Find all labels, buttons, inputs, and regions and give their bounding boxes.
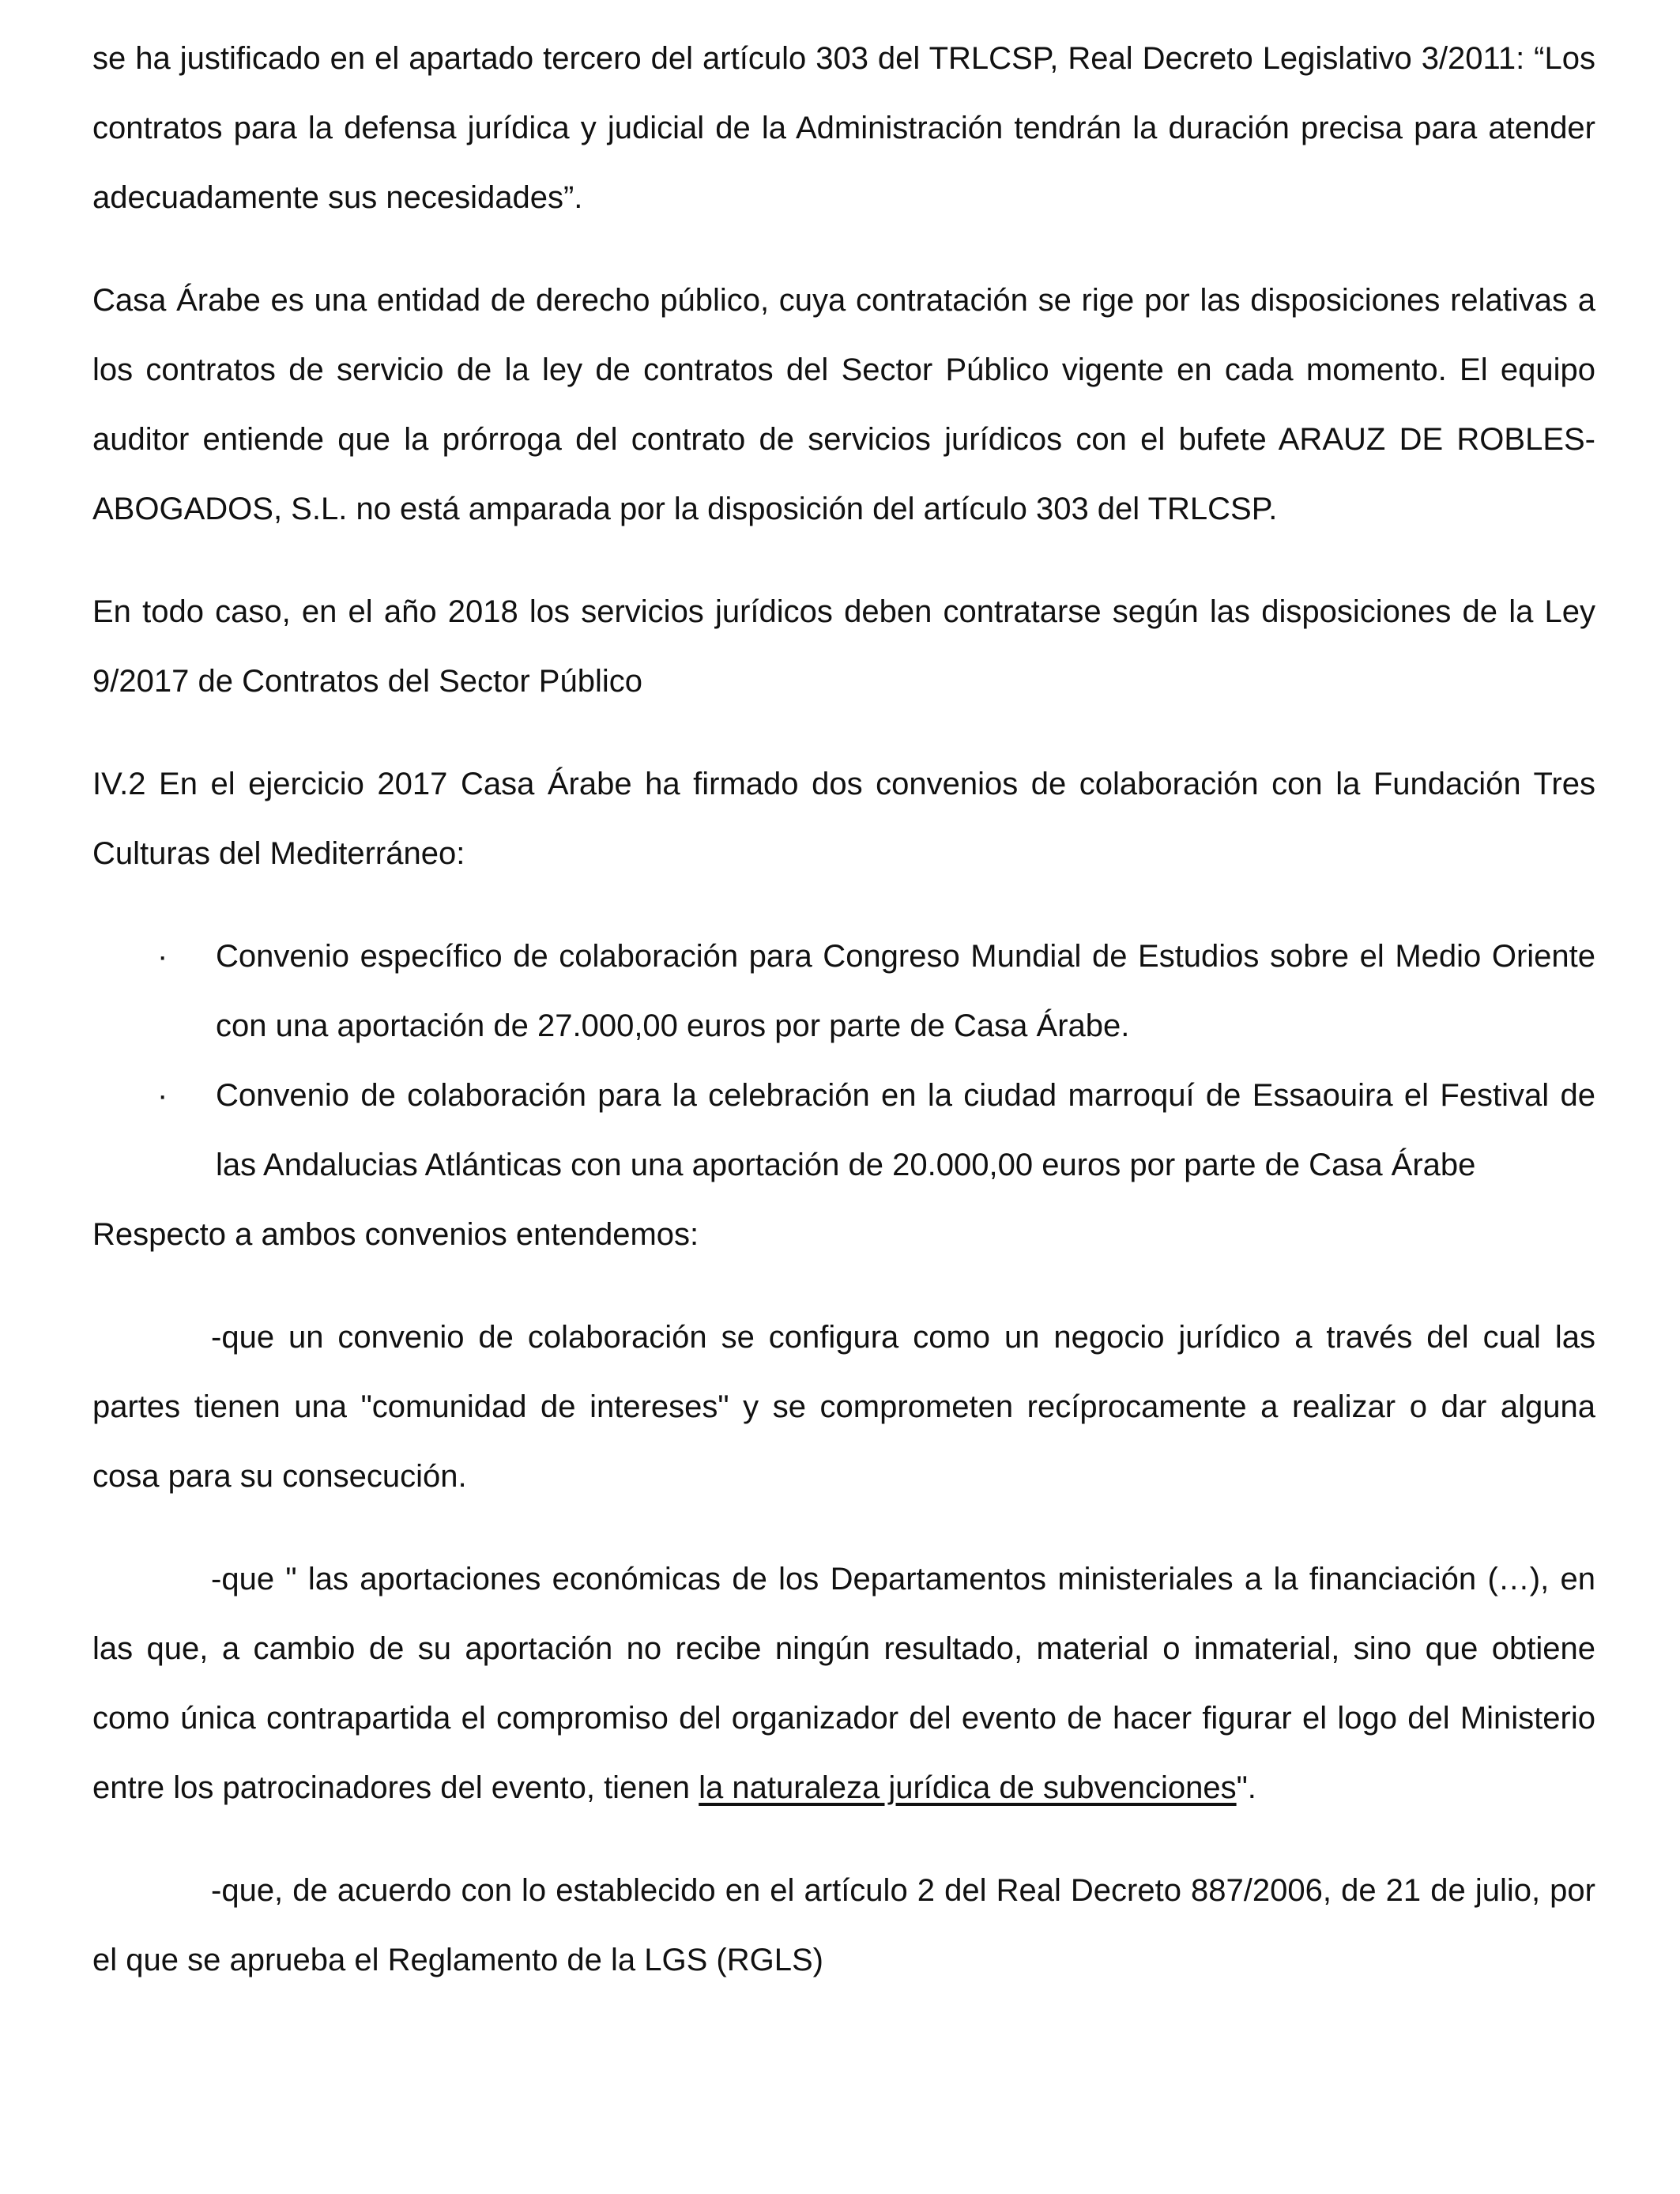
bullet-dot-icon: · xyxy=(157,1078,168,1113)
paragraph-respecto-convenios: Respecto a ambos convenios entendemos: xyxy=(92,1217,699,1252)
list-item-text: Convenio de colaboración para la celebración en la ciudad marroquí de Essaouira el Festival de las Andalucias Atlánticas con una aportación de 20.000,00 euros por parte de Casa Árabe xyxy=(216,1078,1595,1182)
list-item-text: Convenio específico de colaboración para Congreso Mundial de Estudios sobre el Medio Oriente con una aportación de 27.000,00 euros por parte de Casa Árabe. xyxy=(216,939,1595,1043)
list-item-convenio-festival xyxy=(92,1061,1595,1200)
paragraph-real-decreto-887: -que, de acuerdo con lo establecido en el artículo 2 del Real Decreto 887/2006, de 21 de julio, por el que se aprueba el Reglamento de la LGS (RGLS) xyxy=(92,1873,1595,1977)
text-run: -que " las aportaciones económicas de los Departamentos ministeriales a la financiación (…), en las que, a cambio de su aportación no recibe ningún resultado, material o inmaterial, sino que obtiene como única contrapartida el compromiso del organizador del evento de hacer figurar el logo del Ministerio entre los patrocinadores del evento, tienen xyxy=(92,1562,1595,1805)
underlined-text: la naturaleza jurídica de subvenciones xyxy=(699,1770,1237,1805)
bullet-dot-icon: · xyxy=(157,939,168,974)
paragraph-convenio-definicion: -que un convenio de colaboración se configura como un negocio jurídico a través del cual las partes tienen una "comunidad de intereses" y se comprometen recíprocamente a realizar o dar alguna cosa para su consecución. xyxy=(92,1320,1595,1494)
paragraph-aportaciones-economicas xyxy=(92,1544,1595,1823)
paragraph-ley-9-2017: En todo caso, en el año 2018 los servicios jurídicos deben contratarse según las disposiciones de la Ley 9/2017 de Contratos del Sector Público xyxy=(92,594,1595,699)
document-body xyxy=(92,24,1595,1995)
text-run: ". xyxy=(1236,1770,1256,1805)
list-item-convenio-congreso xyxy=(92,922,1595,1061)
paragraph-casa-arabe-entity: Casa Árabe es una entidad de derecho público, cuya contratación se rige por las disposiciones relativas a los contratos de servicio de la ley de contratos del Sector Público vigente en cada momento. El equipo auditor entiende que la prórroga del contrato de servicios jurídicos con el bufete ARAUZ DE ROBLES-ABOGADOS, S.L. no está amparada por la disposición del artículo 303 del TRLCSP. xyxy=(92,283,1595,526)
convenios-list xyxy=(92,922,1595,1200)
paragraph-section-iv2: IV.2 En el ejercicio 2017 Casa Árabe ha firmado dos convenios de colaboración con la Fundación Tres Culturas del Mediterráneo: xyxy=(92,767,1595,871)
paragraph-article-303: se ha justificado en el apartado tercero del artículo 303 del TRLCSP, Real Decreto Legislativo 3/2011: “Los contratos para la defensa jurídica y judicial de la Administración tendrán la duración precisa para atender adecuadamente sus necesidades”. xyxy=(92,41,1595,215)
